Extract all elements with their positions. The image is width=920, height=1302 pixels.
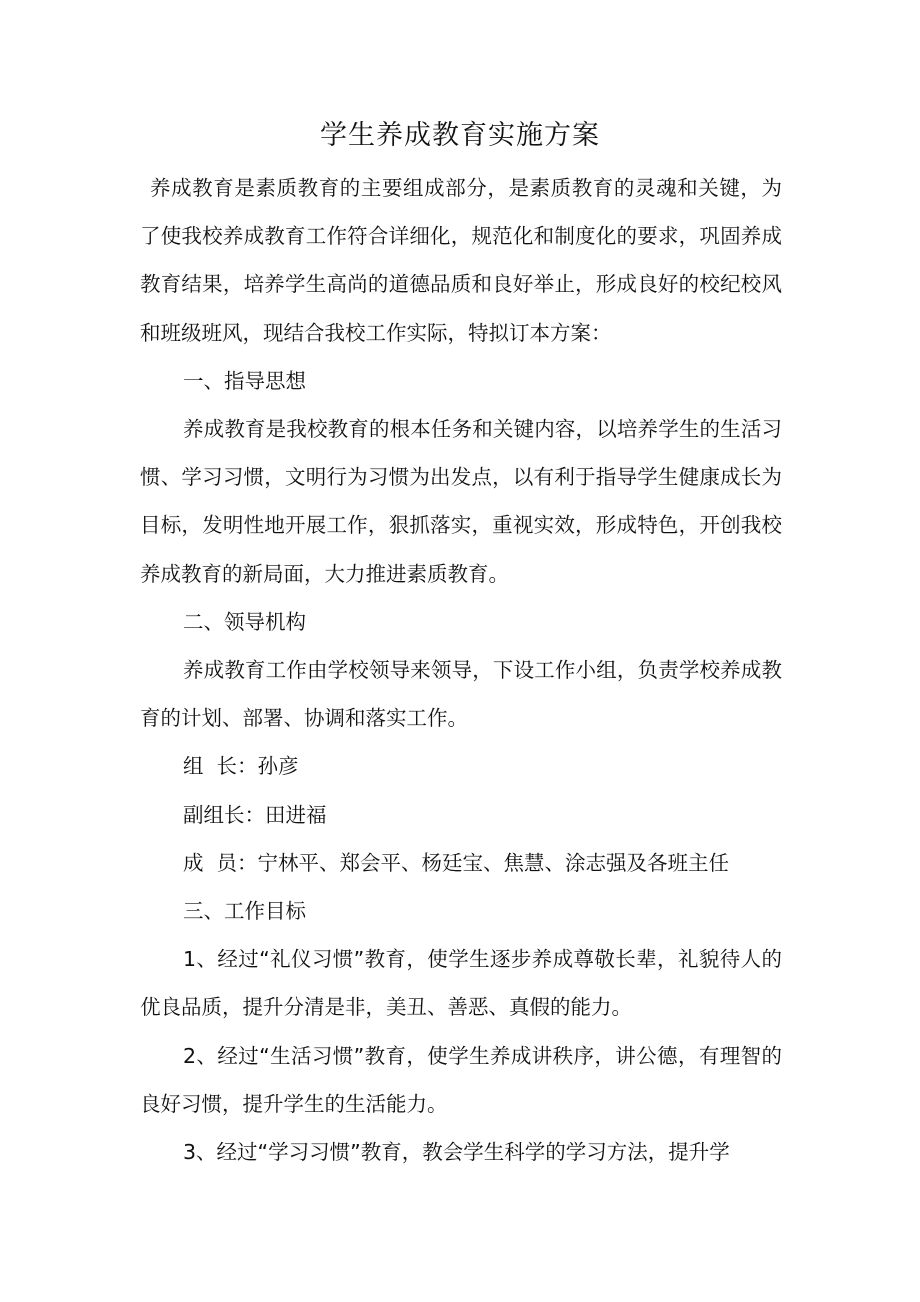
document-title: 学生养成教育实施方案	[320, 120, 600, 151]
goal-paragraph-1: 1、经过“礼仪习惯”教育，使学生逐步养成尊敬长辈，礼貌待人的优良品质，提升分清是非，美丑、善恶、真假的能力。	[140, 947, 782, 1020]
deputy-leader-line: 副组长：田进福	[183, 802, 327, 827]
goal-paragraph-3: 3、经过“学习习惯”教育，教会学生科学的学习方法，提升学	[183, 1140, 730, 1165]
goal-paragraph-2: 2、经过“生活习惯”教育，使学生养成讲秩序，讲公德，有理智的良好习惯，提升学生的生活能力。	[140, 1043, 782, 1116]
intro-paragraph: 养成教育是素质教育的主要组成部分，是素质教育的灵魂和关键，为了使我校养成教育工作符合详细化，规范化和制度化的要求，巩固养成教育结果，培养学生高尚的道德品质和良好举止，形成良好的校纪校风和班级班风，现结合我校工作实际，特拟订本方案：	[140, 176, 782, 345]
leadership-paragraph: 养成教育工作由学校领导来领导，下设工作小组，负责学校养成教育的计划、部署、协调和落实工作。	[140, 658, 782, 731]
section-heading-work-goals: 三、工作目标	[183, 899, 306, 924]
members-line: 成 员：宁林平、郑会平、杨廷宝、焦慧、涂志强及各班主任	[183, 850, 730, 875]
section-heading-leadership: 二、领导机构	[183, 609, 306, 634]
guiding-ideology-paragraph: 养成教育是我校教育的根本任务和关键内容，以培养学生的生活习惯、学习习惯，文明行为习惯为出发点，以有利于指导学生健康成长为目标，发明性地开展工作，狠抓落实，重视实效，形成特色，开创我校养成教育的新局面，大力推进素质教育。	[140, 417, 782, 586]
section-heading-guiding-ideology: 一、指导思想	[183, 368, 306, 393]
leader-line: 组 长：孙彦	[183, 754, 299, 779]
document-body	[140, 164, 782, 1176]
